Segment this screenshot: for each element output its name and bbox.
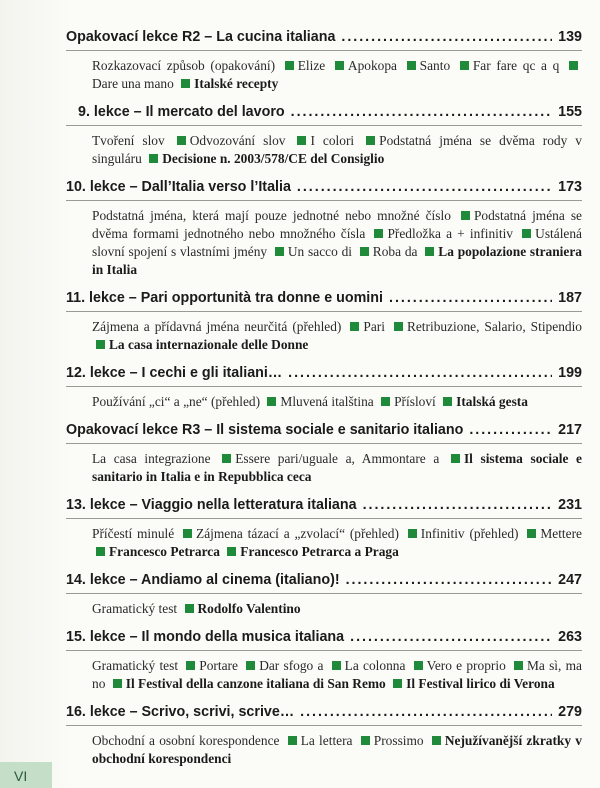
green-square-bullet-icon — [414, 661, 423, 670]
green-square-bullet-icon — [461, 211, 470, 220]
toc-entry[interactable] — [66, 628, 582, 693]
topic-grammar: Příčestí minulé — [92, 526, 175, 541]
topic-grammar: Tvoření slov — [92, 133, 165, 148]
toc-entry-page: 247 — [558, 572, 582, 588]
toc-entry-title: 16. lekce – Scrivo, scrivi, scrive… — [66, 704, 295, 720]
divider — [66, 386, 582, 387]
green-square-bullet-icon — [332, 661, 341, 670]
topic-grammar: Portare — [199, 658, 238, 673]
topic-grammar: I colori — [310, 133, 355, 148]
divider — [66, 650, 582, 651]
green-square-bullet-icon — [350, 322, 359, 331]
toc-entry-page: 231 — [558, 497, 582, 513]
green-square-bullet-icon — [393, 679, 402, 688]
toc-entry-heading[interactable] — [66, 628, 582, 646]
topic-grammar: Santo — [419, 58, 451, 73]
topic-reading: La popolazione straniera in Italia — [92, 244, 582, 277]
toc-entry[interactable] — [66, 289, 582, 354]
green-square-bullet-icon — [374, 229, 383, 238]
dot-leader — [469, 421, 552, 439]
dot-leader — [341, 28, 552, 46]
topic-reading: Rodolfo Valentino — [197, 601, 301, 616]
toc-entry-page: 139 — [558, 29, 582, 45]
green-square-bullet-icon — [381, 397, 390, 406]
topic-reading: Il sistema sociale e sanitario in Italia e in Repubblica ceca — [92, 451, 582, 484]
toc-entry-topics — [66, 57, 582, 93]
green-square-bullet-icon — [246, 661, 255, 670]
toc-entry-page: 217 — [558, 422, 582, 438]
green-square-bullet-icon — [443, 397, 452, 406]
toc-entry[interactable] — [66, 103, 582, 168]
toc-entry-heading[interactable] — [66, 289, 582, 307]
toc-entry-title: Opakovací lekce R2 – La cucina italiana — [66, 29, 336, 45]
green-square-bullet-icon — [267, 397, 276, 406]
toc-entry-title: Opakovací lekce R3 – Il sistema sociale e sanitario italiano — [66, 422, 464, 438]
green-square-bullet-icon — [227, 547, 236, 556]
dot-leader — [350, 628, 552, 646]
toc-entry-topics — [66, 732, 582, 768]
topic-grammar: Infinitiv (přehled) — [420, 526, 519, 541]
toc-entry[interactable] — [66, 703, 582, 768]
green-square-bullet-icon — [366, 136, 375, 145]
toc-entry-page: 279 — [558, 704, 582, 720]
toc-entry-title: 15. lekce – Il mondo della musica italiana — [66, 629, 345, 645]
dot-leader — [297, 178, 552, 196]
green-square-bullet-icon — [460, 61, 469, 70]
toc-entry-heading[interactable] — [66, 421, 582, 439]
toc-entry-page: 155 — [558, 104, 582, 120]
topic-grammar: Ma sì, ma no — [92, 658, 582, 691]
topic-grammar: Zájmena a přídavná jména neurčitá (přehled) — [92, 319, 342, 334]
dot-leader — [291, 103, 553, 121]
topic-grammar: Far fare qc a q — [472, 58, 560, 73]
topic-grammar: Apokopa — [347, 58, 397, 73]
topic-grammar: La colonna — [344, 658, 406, 673]
dot-leader — [389, 289, 552, 307]
topic-grammar: Mettere — [540, 526, 582, 541]
green-square-bullet-icon — [285, 61, 294, 70]
dot-leader — [363, 496, 553, 514]
dot-leader — [346, 571, 553, 589]
toc-entry-topics — [66, 525, 582, 561]
topic-grammar: Ustálená slovní spojení s vlastními jmény — [92, 226, 583, 259]
topic-reading: Italská gesta — [456, 394, 528, 409]
green-square-bullet-icon — [297, 136, 306, 145]
dot-leader — [300, 703, 552, 721]
topic-reading: Il Festival lirico di Verona — [406, 676, 555, 691]
dot-leader — [288, 364, 552, 382]
green-square-bullet-icon — [425, 247, 434, 256]
toc-entry-topics — [66, 600, 582, 618]
topic-grammar: Odvozování slov — [189, 133, 286, 148]
green-square-bullet-icon — [181, 79, 190, 88]
toc-entry-page: 199 — [558, 365, 582, 381]
toc-entry-topics — [66, 450, 582, 486]
topic-grammar: Prossimo — [373, 733, 424, 748]
toc-entry[interactable] — [66, 496, 582, 561]
toc-entry-heading[interactable] — [66, 703, 582, 721]
topic-grammar: La casa integrazione — [92, 451, 211, 466]
green-square-bullet-icon — [186, 661, 195, 670]
topic-reading: La casa internazionale delle Donne — [109, 337, 309, 352]
table-of-contents — [66, 28, 582, 778]
green-square-bullet-icon — [361, 736, 370, 745]
topic-grammar: Mluvená italština — [280, 394, 374, 409]
topic-grammar: Elize — [297, 58, 326, 73]
divider — [66, 443, 582, 444]
page-number-tab — [0, 762, 52, 788]
topic-grammar: Gramatický test — [92, 658, 179, 673]
topic-grammar: Podstatná jména se dvěma rody v singuláru — [92, 133, 582, 166]
toc-entry[interactable] — [66, 178, 582, 279]
toc-entry-title: 11. lekce – Pari opportunità tra donne e uomini — [66, 290, 383, 306]
divider — [66, 311, 582, 312]
toc-entry-heading[interactable] — [66, 28, 582, 46]
divider — [66, 200, 582, 201]
topic-reading: Il Festival della canzone italiana di San Remo — [125, 676, 386, 691]
topic-grammar: Obchodní a osobní korespondence — [92, 733, 280, 748]
green-square-bullet-icon — [222, 454, 231, 463]
page-number: VI — [14, 768, 28, 784]
topic-grammar: Přísloví — [394, 394, 436, 409]
topic-reading: Italské recepty — [194, 76, 279, 91]
topic-grammar: Zájmena tázací a „zvolací“ (přehled) — [196, 526, 399, 541]
divider — [66, 50, 582, 51]
green-square-bullet-icon — [407, 61, 416, 70]
toc-entry-topics — [66, 207, 582, 279]
green-square-bullet-icon — [288, 736, 297, 745]
toc-entry-topics — [66, 657, 582, 693]
green-square-bullet-icon — [335, 61, 344, 70]
green-square-bullet-icon — [275, 247, 284, 256]
green-square-bullet-icon — [113, 679, 122, 688]
toc-entry-heading[interactable] — [66, 364, 582, 382]
toc-entry[interactable] — [66, 421, 582, 486]
topic-reading: Decisione n. 2003/578/CE del Consiglio — [162, 151, 385, 166]
green-square-bullet-icon — [183, 529, 192, 538]
green-square-bullet-icon — [522, 229, 531, 238]
toc-entry-heading[interactable] — [66, 103, 582, 121]
topic-grammar: Předložka a + infinitiv — [387, 226, 514, 241]
topic-grammar: Dar sfogo a — [259, 658, 324, 673]
green-square-bullet-icon — [569, 61, 578, 70]
toc-entry-page: 263 — [558, 629, 582, 645]
topic-grammar: Retribuzione, Salario, Stipendio — [406, 319, 582, 334]
divider — [66, 125, 582, 126]
toc-entry[interactable] — [66, 364, 582, 411]
green-square-bullet-icon — [394, 322, 403, 331]
green-square-bullet-icon — [408, 529, 417, 538]
green-square-bullet-icon — [96, 547, 105, 556]
divider — [66, 593, 582, 594]
toc-entry[interactable] — [66, 28, 582, 93]
topic-grammar: Gramatický test — [92, 601, 178, 616]
toc-entry-title: 9. lekce – Il mercato del lavoro — [78, 104, 285, 120]
green-square-bullet-icon — [360, 247, 369, 256]
topic-grammar: La lettera — [300, 733, 353, 748]
topic-reading: Francesco Petrarca — [109, 544, 220, 559]
green-square-bullet-icon — [514, 661, 523, 670]
green-square-bullet-icon — [527, 529, 536, 538]
divider — [66, 518, 582, 519]
divider — [66, 725, 582, 726]
green-square-bullet-icon — [96, 340, 105, 349]
toc-entry-title: 10. lekce – Dall’Italia verso l’Italia — [66, 179, 291, 195]
topic-grammar: Používání „ci“ a „ne“ (přehled) — [92, 394, 261, 409]
toc-entry-title: 12. lekce – I cechi e gli italiani… — [66, 365, 283, 381]
green-square-bullet-icon — [185, 604, 194, 613]
topic-grammar: Rozkazovací způsob (opakování) — [92, 58, 276, 73]
toc-entry-title: 14. lekce – Andiamo al cinema (italiano)! — [66, 572, 340, 588]
topic-grammar: Pari — [363, 319, 385, 334]
toc-entry-page: 187 — [558, 290, 582, 306]
green-square-bullet-icon — [451, 454, 460, 463]
topic-grammar: Un sacco di — [287, 244, 352, 259]
toc-entry[interactable] — [66, 571, 582, 618]
topic-reading: Nejužívanější zkratky v obchodní korespondenci — [92, 733, 582, 766]
toc-entry-topics — [66, 393, 582, 411]
toc-entry-heading[interactable] — [66, 496, 582, 514]
topic-grammar: Podstatná jména, která mají pouze jednotné nebo množné číslo — [92, 208, 451, 223]
topic-grammar: Roba da — [372, 244, 418, 259]
topic-grammar: Essere pari/uguale a, Ammontare a — [235, 451, 440, 466]
toc-entry-title: 13. lekce – Viaggio nella letteratura italiana — [66, 497, 357, 513]
green-square-bullet-icon — [149, 154, 158, 163]
toc-entry-topics — [66, 132, 582, 168]
topic-grammar: Dare una mano — [92, 76, 174, 91]
toc-entry-page: 173 — [558, 179, 582, 195]
toc-entry-topics — [66, 318, 582, 354]
toc-entry-heading[interactable] — [66, 178, 582, 196]
green-square-bullet-icon — [432, 736, 441, 745]
topic-reading: Francesco Petrarca a Praga — [240, 544, 399, 559]
green-square-bullet-icon — [177, 136, 186, 145]
topic-grammar: Podstatná jména se dvěma formami jednotného nebo množného čísla — [92, 208, 582, 241]
topic-grammar: Vero e proprio — [426, 658, 506, 673]
toc-entry-heading[interactable] — [66, 571, 582, 589]
